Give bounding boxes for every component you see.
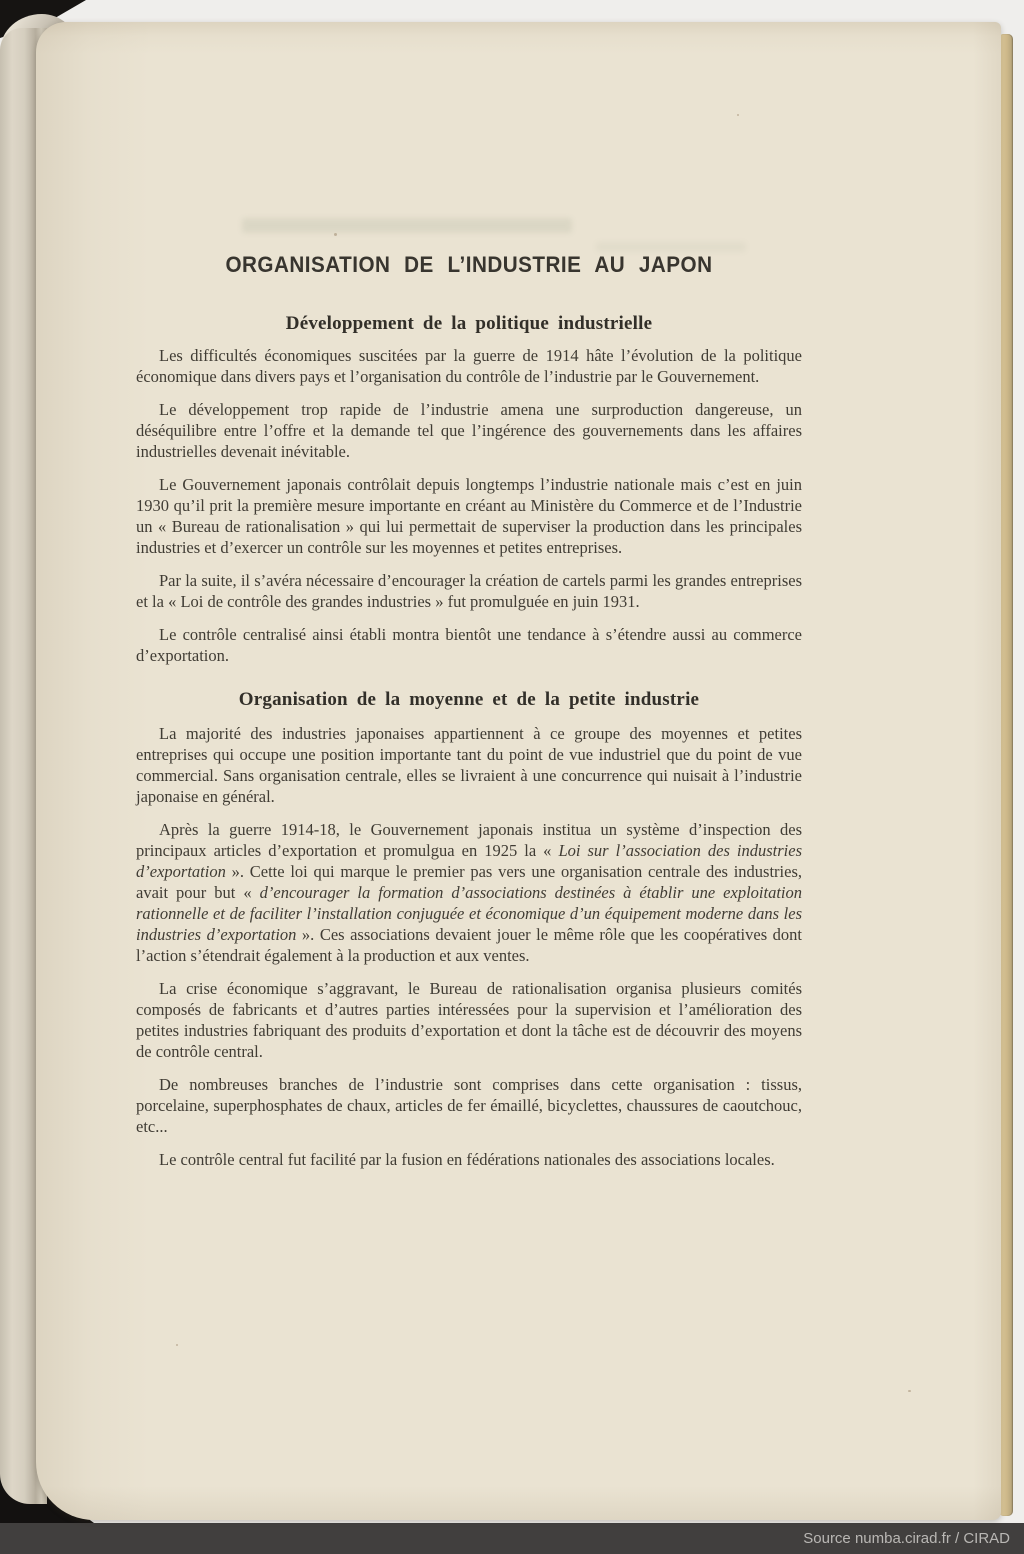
text-run: Le contrôle centralisé ainsi établi montra bientôt une tendance à s’étendre aussi au commerce d’exportation.: [136, 625, 802, 665]
paper-speck: [908, 1390, 911, 1392]
paper-speck: [737, 114, 739, 116]
paragraph: [136, 1074, 802, 1137]
page-stack-edge: [1000, 34, 1013, 1516]
section-heading-politique: Développement de la politique industrielle: [285, 313, 653, 334]
page-title: ORGANISATION DE L’INDUSTRIE AU JAPON: [225, 252, 713, 277]
text-run: ». Ces associations devaient jouer le même rôle que les coopératives dont l’action s’étendrait également à la production et aux ventes.: [136, 925, 802, 965]
page-text: [136, 252, 802, 1182]
paper-speck: [334, 233, 337, 236]
ink-showthrough-smudge: [596, 242, 746, 252]
paragraph: [136, 978, 802, 1062]
text-run: De nombreuses branches de l’industrie sont comprises dans cette organisation : tissus, porcelaine, superphosphates de chaux, articles de fer émaillé, bicyclettes, chaussures de caoutchouc, etc...: [136, 1075, 802, 1136]
ink-showthrough-smudge: [242, 218, 572, 233]
paragraph: [136, 570, 802, 612]
section-heading-petite-industrie: Organisation de la moyenne et de la petite industrie: [238, 689, 700, 710]
paragraph: [136, 399, 802, 462]
text-run-italic: d’encourager la formation d’associations destinées à établir une exploitation rationnelle et de faciliter l’installation conjuguée et économique d’un équipement moderne dans les industries d’exportation: [136, 883, 802, 944]
text-run: Le Gouvernement japonais contrôlait depuis longtemps l’industrie nationale mais c’est en juin 1930 qu’il prit la première mesure importante en créant au Ministère du Commerce et de l’Industrie un « Bureau de rationalisation » qui lui permettait de superviser la production dans les principales industries et d’exercer un contrôle sur les moyennes et petites entreprises.: [136, 475, 802, 557]
paper-speck: [176, 1344, 178, 1346]
source-attribution-bar: [0, 1523, 1024, 1554]
paragraph: [136, 819, 802, 966]
paragraph: [136, 345, 802, 387]
text-run: La majorité des industries japonaises appartiennent à ce groupe des moyennes et petites entreprises qui occupe une position importante tant du point de vue industriel que du point de vue commercial. Sans organisation centrale, elles se livraient à une concurrence qui nuisait à l’industrie japonaise en général.: [136, 724, 802, 806]
paragraph: [136, 474, 802, 558]
text-run: Le développement trop rapide de l’industrie amena une surproduction dangereuse, un déséquilibre entre l’offre et la demande tel que l’ingérence des gouvernements dans les affaires industrielles devenait inévitable.: [136, 400, 802, 461]
paragraph: [136, 723, 802, 807]
paragraph: [136, 624, 802, 666]
scanned-page: [36, 22, 1001, 1520]
paragraph: [136, 1149, 802, 1170]
text-run-italic: Loi sur l’association des industries d’exportation: [136, 841, 802, 881]
text-run: Les difficultés économiques suscitées par la guerre de 1914 hâte l’évolution de la politique économique dans divers pays et l’organisation du contrôle de l’industrie par le Gouvernement.: [136, 346, 802, 386]
text-run: La crise économique s’aggravant, le Bureau de rationalisation organisa plusieurs comités composés de fabricants et d’autres parties intéressées pour la supervision et l’amélioration des petites industries fabriquant des produits d’exportation et dont la tâche est de découvrir des moyens de contrôle central.: [136, 979, 802, 1061]
text-run: ». Cette loi qui marque le premier pas vers une organisation centrale des industries, avait pour but «: [136, 862, 802, 902]
text-run: Après la guerre 1914-18, le Gouvernement japonais institua un système d’inspection des principaux articles d’exportation et promulgua en 1925 la «: [136, 820, 802, 860]
text-run: Le contrôle central fut facilité par la fusion en fédérations nationales des associations locales.: [159, 1150, 775, 1169]
source-attribution-text: Source numba.cirad.fr / CIRAD: [803, 1530, 1010, 1547]
text-run: Par la suite, il s’avéra nécessaire d’encourager la création de cartels parmi les grandes entreprises et la « Loi de contrôle des grandes industries » fut promulguée en juin 1931.: [136, 571, 802, 611]
